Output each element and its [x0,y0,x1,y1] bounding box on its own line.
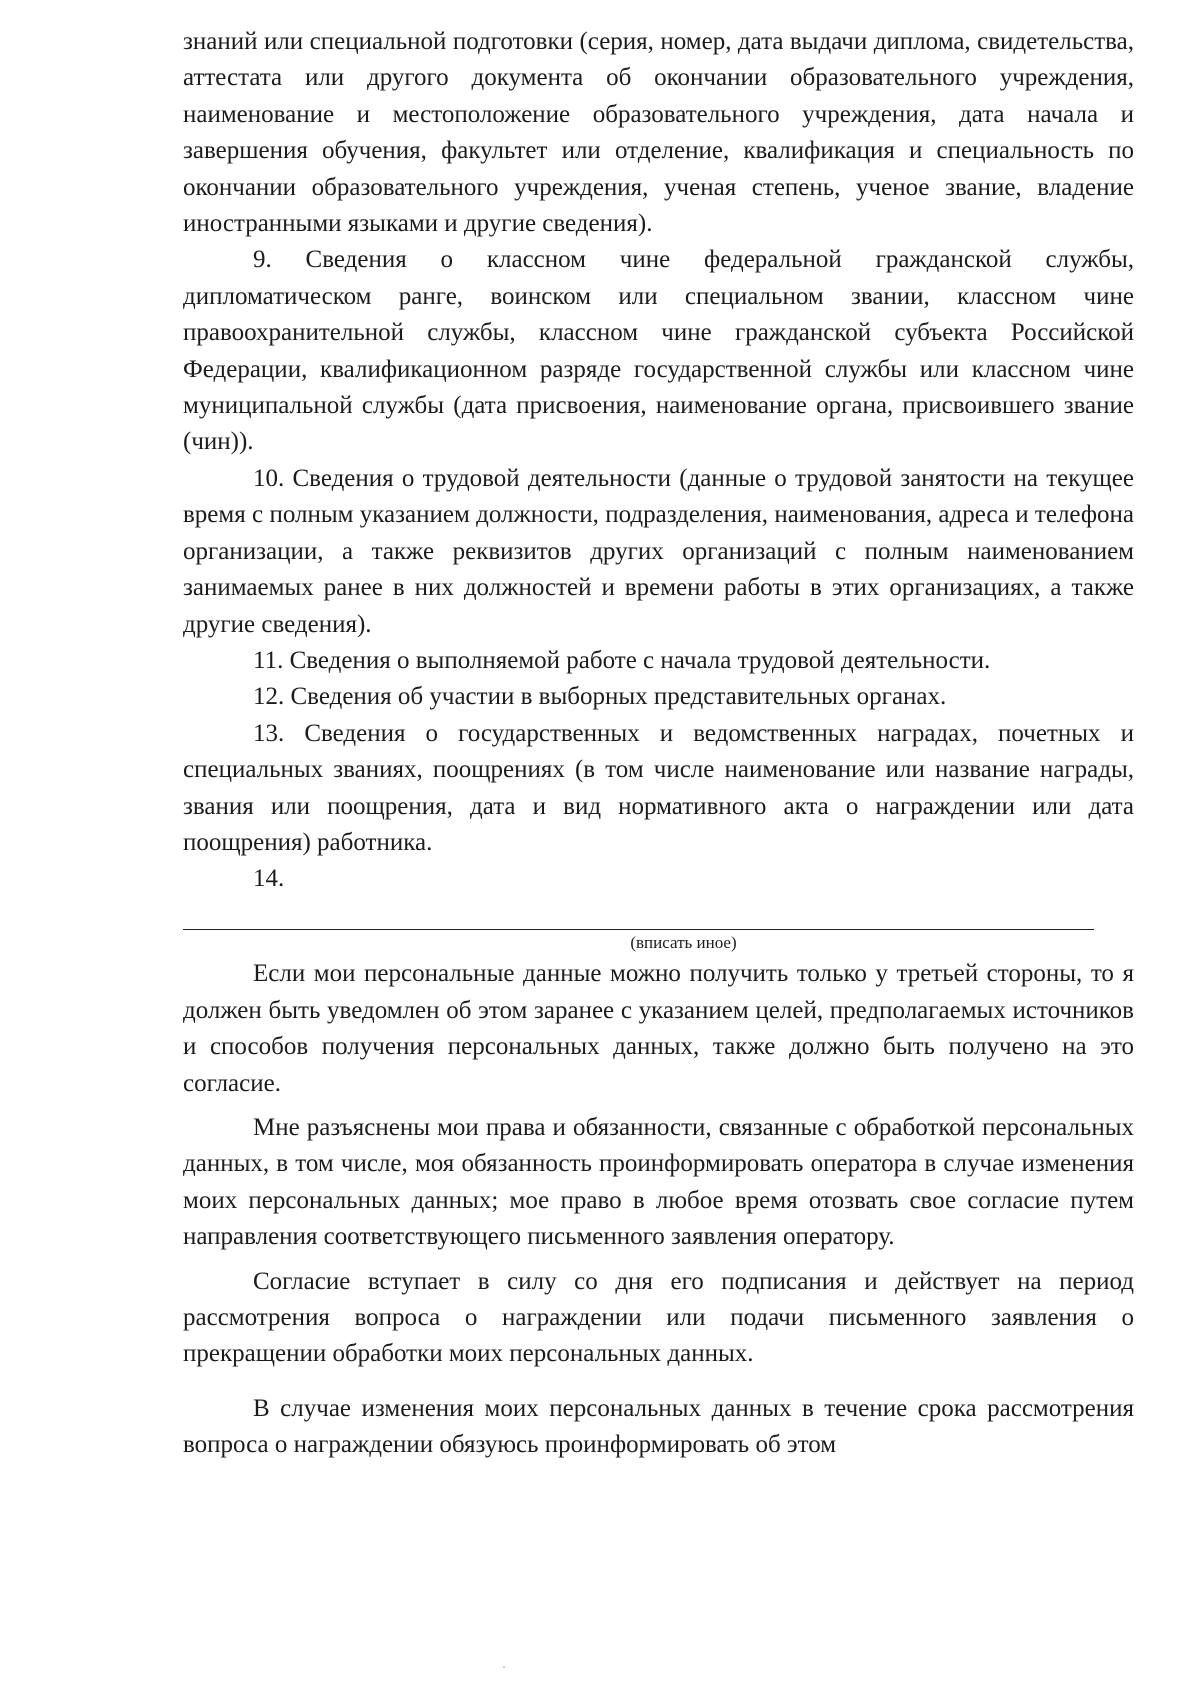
document-page [183,24,1134,1464]
paragraph-third-party: Если мои персональные данные можно получить только у третьей стороны, то я должен быть уведомлен об этом заранее с указанием целей, предполагаемых источников и способов получения персональных данных, также должно быть получено на это согласие. [183,960,1134,1097]
item-14-label: 14. [253,865,285,893]
paragraph-item-12: 12. Сведения об участии в выборных представительных органах. [253,683,947,711]
paragraph-item-11: 11. Сведения о выполняемой работе с начала трудовой деятельности. [253,646,991,674]
paragraph-education-details: знаний или специальной подготовки (серия, номер, дата выдачи диплома, свидетельства, аттестата или другого документа об окончании образовательного учреждения, наименование и местоположение образовательного учреждения, дата начала и завершения обучения, факультет или отделение, квалификация и специальность по окончании образовательного учреждения, ученая степень, ученое звание, владение иностранными языками и другие сведения). [183,28,1134,238]
paragraph-item-9: 9. Сведения о классном чине федеральной гражданской службы, дипломатическом ранге, воинском или специальном звании, классном чине правоохранительной службы, классном чине гражданской субъекта Российской Федерации, квалификационном разряде государственной службы или классном чине муниципальной службы (дата присвоения, наименование органа, присвоившего звание (чин)). [183,246,1134,456]
paragraph-item-10: 10. Сведения о трудовой деятельности (данные о трудовой занятости на текущее время с полным указанием должности, подразделения, наименования, адреса и телефона организации, а также реквизитов других организаций с полным наименованием занимаемых ранее в них должностей и времени работы в этих организациях, а также другие сведения). [183,464,1134,638]
paragraph-consent-period: Согласие вступает в силу со дня его подписания и действует на период рассмотрения вопроса о награждении или подачи письменного заявления о прекращении обработки моих персональных данных. [183,1267,1134,1368]
scan-speck [503,1666,505,1668]
fill-in-caption: (вписать иное) [630,933,737,953]
paragraph-item-13: 13. Сведения о государственных и ведомственных наградах, почетных и специальных званиях, поощрениях (в том числе наименование или название награды, звания или поощрения, дата и вид нормативного акта о награждении или дата поощрения) работника. [183,719,1134,856]
paragraph-rights: Мне разъяснены мои права и обязанности, связанные с обработкой персональных данных, в том числе, моя обязанность проинформировать оператора в случае изменения моих персональных данных; мое право в любое время отозвать свое согласие путем направления соответствующего письменного заявления оператору. [183,1113,1134,1251]
paragraph-data-change: В случае изменения моих персональных данных в течение срока рассмотрения вопроса о награждении обязуюсь проинформировать об этом [183,1394,1134,1459]
